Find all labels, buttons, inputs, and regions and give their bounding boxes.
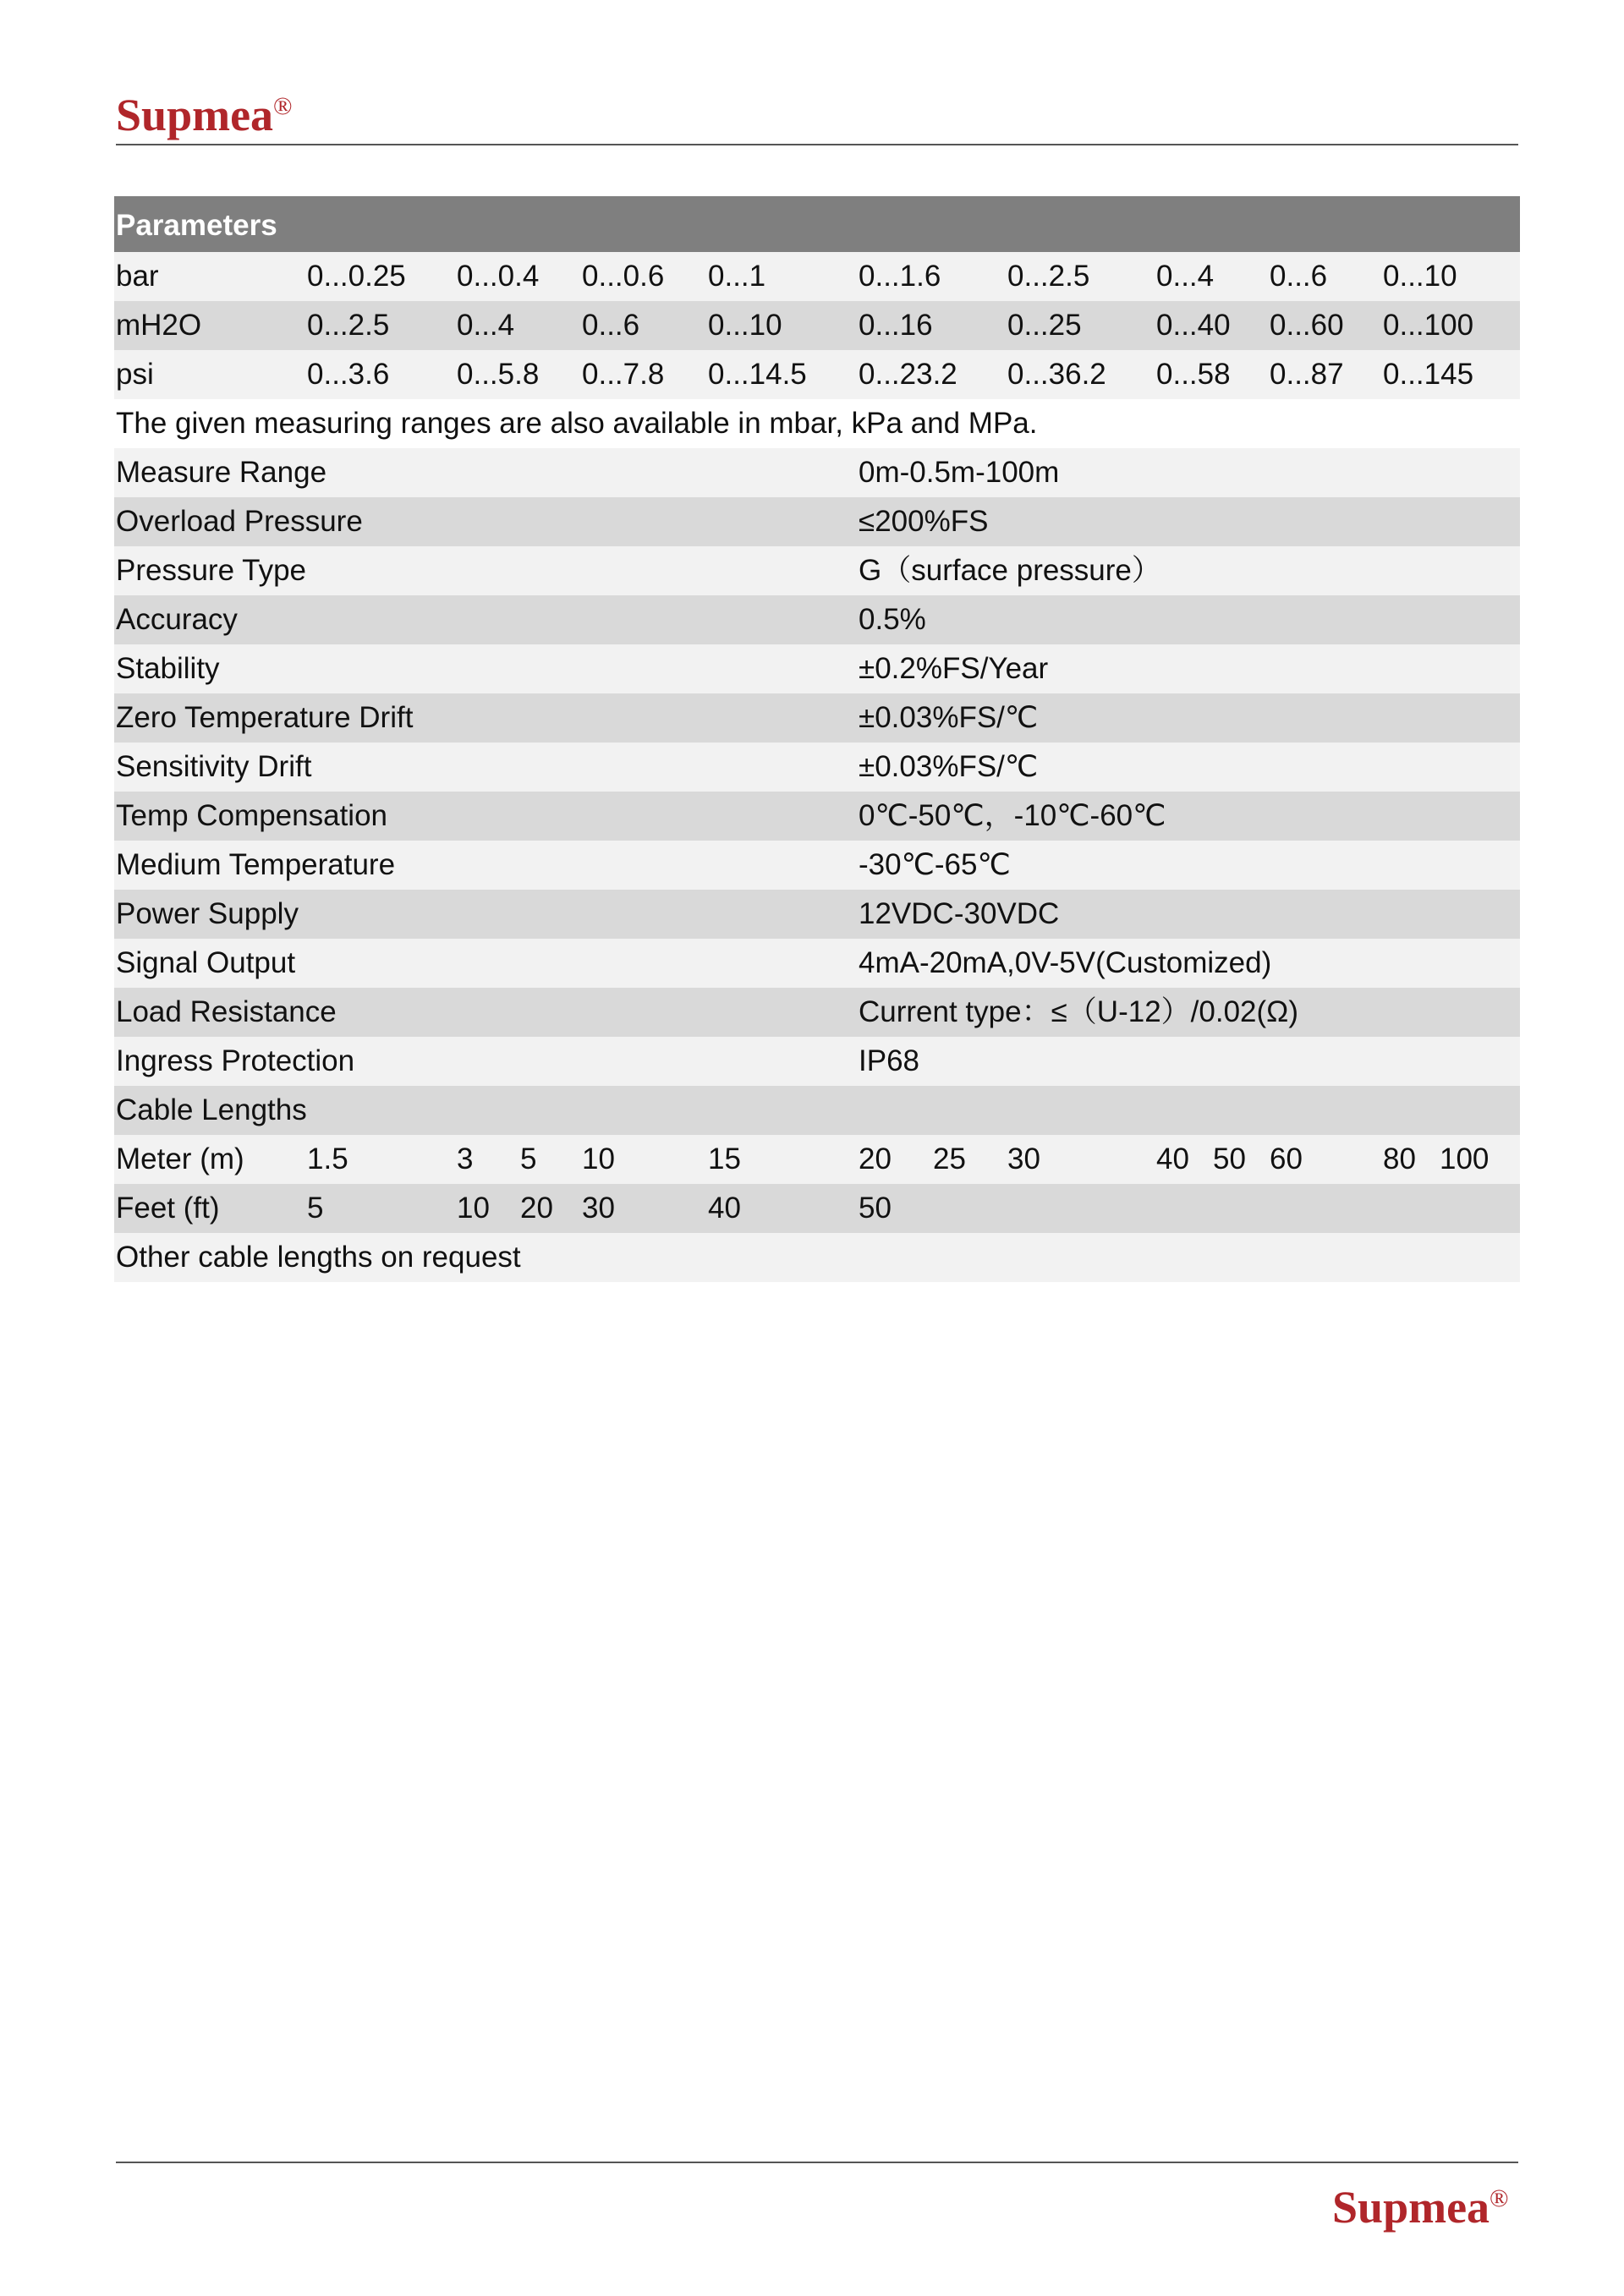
range-value: 0...40 <box>1156 309 1231 342</box>
spec-row-ingress-protection <box>114 1037 1520 1086</box>
spec-row-accuracy <box>114 595 1520 644</box>
cable-meter-label: Meter (m) <box>116 1143 244 1175</box>
spec-row-load-resistance <box>114 988 1520 1037</box>
spec-row-overload-pressure <box>114 497 1520 546</box>
spec-row-medium-temperature <box>114 841 1520 890</box>
range-row-bar <box>114 252 1520 301</box>
cable-meter-value: 30 <box>1007 1143 1040 1175</box>
range-row-psi <box>114 350 1520 399</box>
cable-feet-value: 30 <box>582 1192 615 1225</box>
cable-meter-value: 20 <box>859 1143 892 1175</box>
cable-feet-value: 10 <box>457 1192 490 1225</box>
spec-value: 0℃-50℃，-10℃-60℃ <box>859 799 1166 832</box>
spec-label: Load Resistance <box>116 995 337 1028</box>
spec-value: G（surface pressure） <box>859 554 1161 587</box>
brand-logo-bottom: Supmea® <box>1332 2182 1509 2233</box>
spec-label: Power Supply <box>116 897 299 930</box>
spec-value: 0.5% <box>859 603 926 636</box>
spec-value: ±0.03%FS/℃ <box>859 750 1039 783</box>
range-value: 0...2.5 <box>307 309 390 342</box>
spec-label: Overload Pressure <box>116 505 363 538</box>
range-unit: psi <box>116 358 154 391</box>
cable-feet-value: 5 <box>307 1192 324 1225</box>
spec-value: -30℃-65℃ <box>859 848 1011 881</box>
cable-meter-row <box>114 1135 1520 1184</box>
spec-label: Ingress Protection <box>116 1044 355 1077</box>
spec-label: Medium Temperature <box>116 848 396 881</box>
range-value: 0...145 <box>1383 358 1474 391</box>
footer-divider <box>116 2162 1518 2163</box>
range-note: The given measuring ranges are also available in mbar, kPa and MPa. <box>116 407 1038 440</box>
cable-meter-value: 60 <box>1270 1143 1303 1175</box>
cable-feet-value: 50 <box>859 1192 892 1225</box>
cable-feet-label: Feet (ft) <box>116 1192 220 1225</box>
range-value: 0...10 <box>1383 260 1457 293</box>
range-value: 0...14.5 <box>708 358 807 391</box>
spec-row-sensitivity-drift <box>114 743 1520 792</box>
range-value: 0...0.4 <box>457 260 540 293</box>
range-value: 0...4 <box>457 309 515 342</box>
cable-lengths-row <box>114 1086 1520 1135</box>
range-value: 0...4 <box>1156 260 1215 293</box>
spec-label: Measure Range <box>116 456 327 489</box>
range-unit: mH2O <box>116 309 202 342</box>
spec-label: Signal Output <box>116 946 296 979</box>
cable-feet-value: 40 <box>708 1192 741 1225</box>
spec-value: ≤200%FS <box>859 505 989 538</box>
range-value: 0...100 <box>1383 309 1474 342</box>
spec-value: Current type：≤（U-12）/0.02(Ω) <box>859 995 1298 1028</box>
spec-label: Accuracy <box>116 603 238 636</box>
spec-value: IP68 <box>859 1044 919 1077</box>
range-value: 0...60 <box>1270 309 1344 342</box>
range-value: 0...16 <box>859 309 933 342</box>
spec-label: Stability <box>116 652 220 685</box>
cable-meter-value: 40 <box>1156 1143 1189 1175</box>
brand-logo-top: Supmea® <box>116 90 293 140</box>
range-value: 0...6 <box>582 309 640 342</box>
range-value: 0...25 <box>1007 309 1082 342</box>
parameters-table <box>114 196 1520 1282</box>
range-value: 0...87 <box>1270 358 1344 391</box>
spec-value: 0m-0.5m-100m <box>859 456 1060 489</box>
spec-row-stability <box>114 644 1520 693</box>
spec-row-measure-range <box>114 448 1520 497</box>
cable-meter-value: 50 <box>1213 1143 1246 1175</box>
range-value: 0...7.8 <box>582 358 665 391</box>
spec-label: Sensitivity Drift <box>116 750 312 783</box>
range-value: 0...6 <box>1270 260 1328 293</box>
range-value: 0...2.5 <box>1007 260 1090 293</box>
range-value: 0...0.25 <box>307 260 406 293</box>
range-value: 0...0.6 <box>582 260 665 293</box>
range-value: 0...10 <box>708 309 782 342</box>
spec-value: 12VDC-30VDC <box>859 897 1060 930</box>
range-row-mh2o <box>114 301 1520 350</box>
range-value: 0...23.2 <box>859 358 957 391</box>
cable-meter-value: 100 <box>1440 1143 1490 1175</box>
range-value: 0...58 <box>1156 358 1231 391</box>
range-value: 0...1.6 <box>859 260 941 293</box>
cable-meter-value: 25 <box>933 1143 966 1175</box>
range-value: 0...5.8 <box>457 358 540 391</box>
spec-value: ±0.2%FS/Year <box>859 652 1049 685</box>
spec-value: ±0.03%FS/℃ <box>859 701 1039 734</box>
spec-row-power-supply <box>114 890 1520 939</box>
range-value: 0...1 <box>708 260 766 293</box>
cable-note-row <box>114 1233 1520 1282</box>
table-header-label: Parameters <box>116 209 277 242</box>
spec-label: Temp Compensation <box>116 799 387 832</box>
table-header <box>114 196 1520 252</box>
spec-row-pressure-type <box>114 546 1520 595</box>
spec-row-signal-output <box>114 939 1520 988</box>
cable-meter-value: 80 <box>1383 1143 1416 1175</box>
cable-feet-value: 20 <box>520 1192 553 1225</box>
range-value: 0...3.6 <box>307 358 390 391</box>
cable-note: Other cable lengths on request <box>116 1241 521 1274</box>
cable-meter-value: 15 <box>708 1143 741 1175</box>
header-divider <box>116 144 1518 145</box>
cable-lengths-title: Cable Lengths <box>116 1093 307 1126</box>
spec-row-temp-compensation <box>114 792 1520 841</box>
spec-value: 4mA-20mA,0V-5V(Customized) <box>859 946 1272 979</box>
cable-meter-value: 5 <box>520 1143 537 1175</box>
cable-meter-value: 1.5 <box>307 1143 348 1175</box>
range-value: 0...36.2 <box>1007 358 1106 391</box>
range-unit: bar <box>116 260 159 293</box>
spec-label: Pressure Type <box>116 554 307 587</box>
cable-feet-row <box>114 1184 1520 1233</box>
cable-meter-value: 3 <box>457 1143 474 1175</box>
spec-label: Zero Temperature Drift <box>116 701 414 734</box>
spec-row-zero-temperature-drift <box>114 693 1520 743</box>
range-note-row <box>114 399 1520 448</box>
cable-meter-value: 10 <box>582 1143 615 1175</box>
